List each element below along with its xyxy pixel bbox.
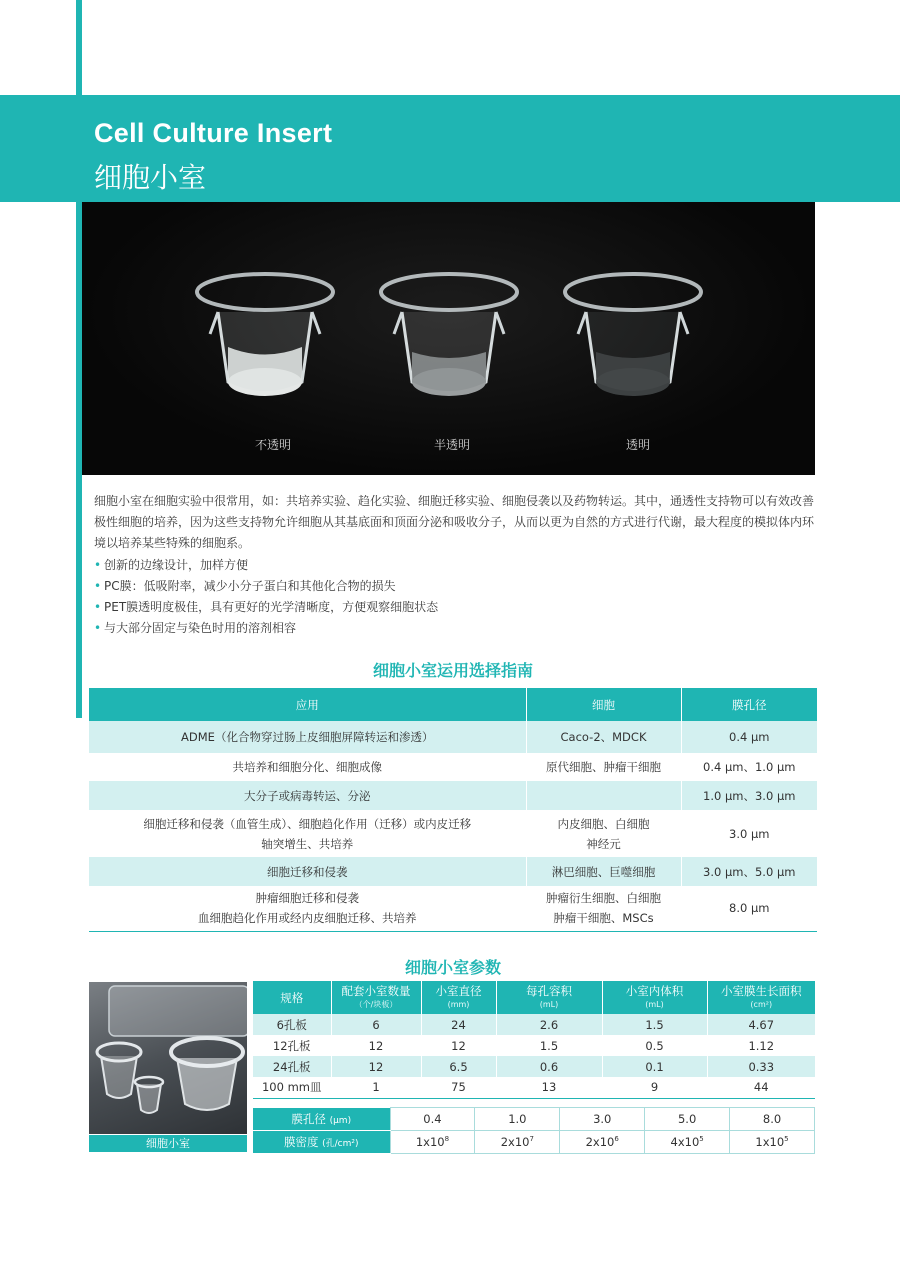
pore-size-label: 膜孔径 (μm) xyxy=(253,1108,390,1131)
insert-product-photo xyxy=(89,982,247,1134)
table-row: 24孔板 12 6.5 0.6 0.1 0.33 xyxy=(253,1056,815,1077)
params-title: 细胞小室参数 xyxy=(404,958,501,977)
header-diameter: 小室直径 (mm) xyxy=(421,981,496,1014)
table-row: 肿瘤细胞迁移和侵袭 血细胞趋化作用或经内皮细胞迁移、共培养 肿瘤衍生细胞、白细胞 肿瘤干细胞、MSCs 8.0 μm xyxy=(89,886,817,931)
selection-guide-table xyxy=(89,688,817,932)
feature-item: • 创新的边缘设计，加样方便 xyxy=(94,558,249,572)
header-cells: 细胞 xyxy=(526,688,681,721)
feature-list xyxy=(94,555,794,639)
intro-paragraph: 细胞小室在细胞实验中很常用，如：共培养实验、趋化实验、细胞迁移实验、细胞侵袭以及药物转运。其中，通透性支持物可以有效改善极性细胞的培养，因为这些支持物允许细胞从其基底面和顶面分泌和吸收分子，从而以更为自然的方式进行代谢，最大程度的模拟体内环境以培养某些特殊的细胞系。 xyxy=(94,494,815,550)
parameters-table xyxy=(253,981,815,1099)
transparent-insert-image xyxy=(558,272,708,422)
table-row: 12孔板 12 12 1.5 0.5 1.12 xyxy=(253,1035,815,1056)
feature-item: • 与大部分固定与染色时用的溶剂相容 xyxy=(94,621,297,635)
pore-density-label: 膜密度 (孔/cm²) xyxy=(253,1131,390,1154)
feature-item: • PC膜：低吸附率，减少小分子蛋白和其他化合物的损失 xyxy=(94,579,396,593)
feature-item: • PET膜透明度极佳，具有更好的光学清晰度，方便观察细胞状态 xyxy=(94,600,439,614)
table-row: 大分子或病毒转运、分泌 1.0 μm、3.0 μm xyxy=(89,781,817,810)
header-well-volume: 每孔容积 (mL) xyxy=(496,981,602,1014)
header-spec: 规格 xyxy=(253,981,331,1014)
header-growth-area: 小室膜生长面积 (cm²) xyxy=(707,981,815,1014)
table-row: ADME（化合物穿过肠上皮细胞屏障转运和渗透） Caco-2、MDCK 0.4 μm xyxy=(89,721,817,753)
photo-caption: 细胞小室 xyxy=(89,1135,247,1152)
table-row: 6孔板 6 24 2.6 1.5 4.67 xyxy=(253,1014,815,1035)
table-row: 100 mm皿 1 75 13 9 44 xyxy=(253,1077,815,1098)
pore-size-row: 膜孔径 (μm) 0.4 1.0 3.0 5.0 8.0 xyxy=(253,1108,815,1131)
pore-density-table xyxy=(253,1107,815,1154)
label-opaque: 不透明 xyxy=(254,438,291,452)
guide-title: 细胞小室运用选择指南 xyxy=(372,661,533,680)
label-transparent: 透明 xyxy=(625,438,650,452)
title-english: Cell Culture Insert xyxy=(94,118,333,148)
table-row: 细胞迁移和侵袭 淋巴细胞、巨噬细胞 3.0 μm、5.0 μm xyxy=(89,857,817,886)
translucent-insert-image xyxy=(374,272,524,422)
header-application: 应用 xyxy=(89,688,526,721)
title-chinese: 细胞小室 xyxy=(94,161,207,194)
header-insert-volume: 小室内体积 (mL) xyxy=(602,981,707,1014)
table-row: 共培养和细胞分化、细胞成像 原代细胞、肿瘤干细胞 0.4 μm、1.0 μm xyxy=(89,753,817,781)
hero-image xyxy=(82,202,815,475)
opaque-insert-image xyxy=(190,272,340,422)
header-count: 配套小室数量 （个/块板） xyxy=(331,981,421,1014)
table-row: 细胞迁移和侵袭（血管生成）、细胞趋化作用（迁移）或内皮迁移 轴突增生、共培养 内皮细胞、白细胞 神经元 3.0 μm xyxy=(89,810,817,857)
pore-density-row: 膜密度 (孔/cm²) $1x10^8$ $2x10^7$ $2x10^6$ $4x10^5$ $1x10^5$ xyxy=(253,1131,815,1154)
header-pore-size: 膜孔径 xyxy=(681,688,817,721)
label-translucent: 半透明 xyxy=(433,438,470,452)
